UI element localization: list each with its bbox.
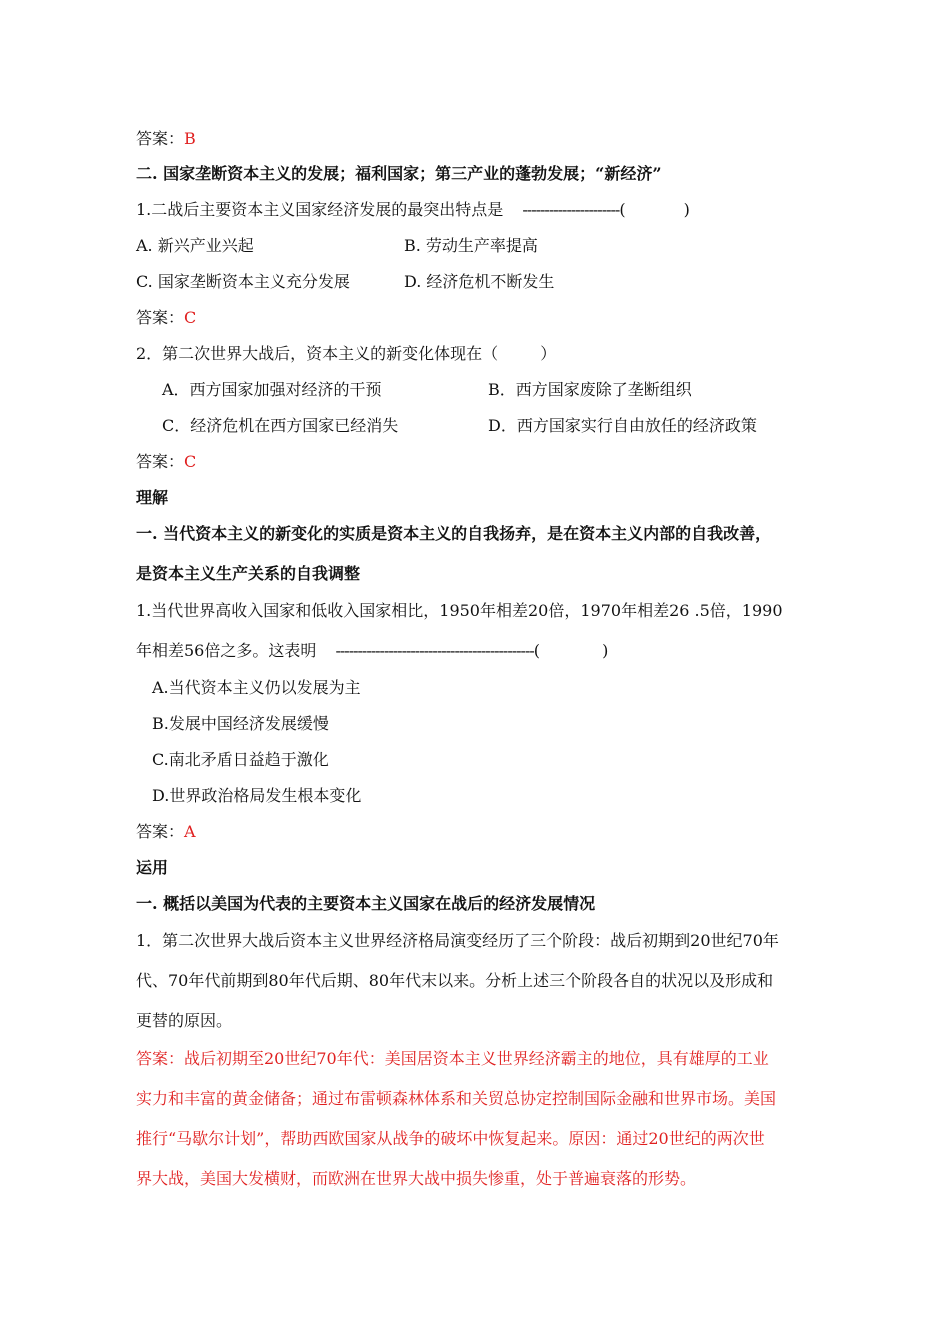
option-a: A.当代资本主义仍以发展为主 bbox=[152, 678, 361, 697]
section-heading: 二. 国家垄断资本主义的发展；福利国家；第三产业的蓬勃发展；“新经济” bbox=[136, 164, 662, 183]
option-c: C．经济危机在西方国家已经消失 bbox=[162, 416, 399, 435]
option-a: A．西方国家加强对经济的干预 bbox=[162, 380, 382, 399]
option-c: C. 国家垄断资本主义充分发展 bbox=[136, 272, 350, 291]
answer-label: 答案： bbox=[136, 452, 185, 471]
answer-value: C bbox=[184, 308, 197, 327]
question-stem bbox=[136, 199, 690, 221]
question-stem-continued: 代、70年代前期到80年代后期、80年代末以来。分析上述三个阶段各自的状况以及形成和 bbox=[136, 971, 774, 990]
question-text: 年相差56倍之多。这表明 bbox=[136, 641, 317, 660]
answer-paragraph-line: 推行“马歇尔计划”，帮助西欧国家从战争的破坏中恢复起来。原因：通过20世纪的两次世 bbox=[136, 1129, 765, 1148]
option-d: D.世界政治格局发生根本变化 bbox=[152, 786, 362, 805]
answer-line bbox=[136, 307, 196, 329]
option-d: D．西方国家实行自由放任的经济政策 bbox=[488, 416, 757, 435]
question-stem: 1.当代世界高收入国家和低收入国家相比，1950年相差20倍，1970年相差26 .5倍，1990 bbox=[136, 601, 783, 620]
section-heading: 一. 概括以美国为代表的主要资本主义国家在战后的经济发展情况 bbox=[136, 894, 596, 913]
option-b: B．西方国家废除了垄断组织 bbox=[488, 380, 692, 399]
answer-label: 答案： bbox=[136, 822, 185, 841]
answer-bracket-close: ) bbox=[602, 641, 609, 660]
section-title: 理解 bbox=[136, 488, 169, 507]
answer-paragraph-line: 界大战，美国大发横财，而欧洲在世界大战中损失惨重，处于普遍衰落的形势。 bbox=[136, 1169, 697, 1188]
answer-value: C bbox=[184, 452, 197, 471]
option-b: B.发展中国经济发展缓慢 bbox=[152, 714, 329, 733]
section-title: 运用 bbox=[136, 858, 169, 877]
question-stem bbox=[136, 343, 556, 365]
answer-value: A bbox=[184, 822, 196, 841]
question-stem: 1．第二次世界大战后资本主义世界经济格局演变经历了三个阶段：战后初期到20世纪70年 bbox=[136, 931, 779, 950]
question-text: 1.二战后主要资本主义国家经济发展的最突出特点是 bbox=[136, 200, 504, 219]
option-b: B. 劳动生产率提高 bbox=[404, 236, 538, 255]
question-text: 2．第二次世界大战后，资本主义的新变化体现在（ bbox=[136, 344, 499, 363]
answer-value: B bbox=[184, 129, 196, 148]
answer-bracket-close: ） bbox=[540, 344, 557, 363]
answer-line bbox=[136, 128, 196, 150]
answer-paragraph-line: 实力和丰富的黄金储备；通过布雷顿森林体系和关贸总协定控制国际金融和世界市场。美国 bbox=[136, 1089, 777, 1108]
answer-line bbox=[136, 451, 196, 473]
section-heading: 一. 当代资本主义的新变化的实质是资本主义的自我扬弃，是在资本主义内部的自我改善， bbox=[136, 524, 772, 543]
answer-line bbox=[136, 821, 196, 843]
answer-bracket-close: ) bbox=[683, 200, 690, 219]
question-stem-continued: 更替的原因。 bbox=[136, 1011, 233, 1030]
answer-label: 答案： bbox=[136, 308, 185, 327]
option-c: C.南北矛盾日益趋于激化 bbox=[152, 750, 329, 769]
section-heading-continued: 是资本主义生产关系的自我调整 bbox=[136, 564, 361, 583]
option-a: A. 新兴产业兴起 bbox=[136, 236, 254, 255]
answer-paragraph-line: 答案：战后初期至20世纪70年代：美国居资本主义世界经济霸主的地位，具有雄厚的工业 bbox=[136, 1049, 769, 1068]
dash-leader: ----------------------( bbox=[522, 200, 625, 219]
answer-label: 答案： bbox=[136, 129, 185, 148]
question-stem-continued bbox=[136, 640, 608, 662]
option-d: D. 经济危机不断发生 bbox=[404, 272, 555, 291]
dash-leader: ---------------------------------------------( bbox=[335, 641, 539, 660]
